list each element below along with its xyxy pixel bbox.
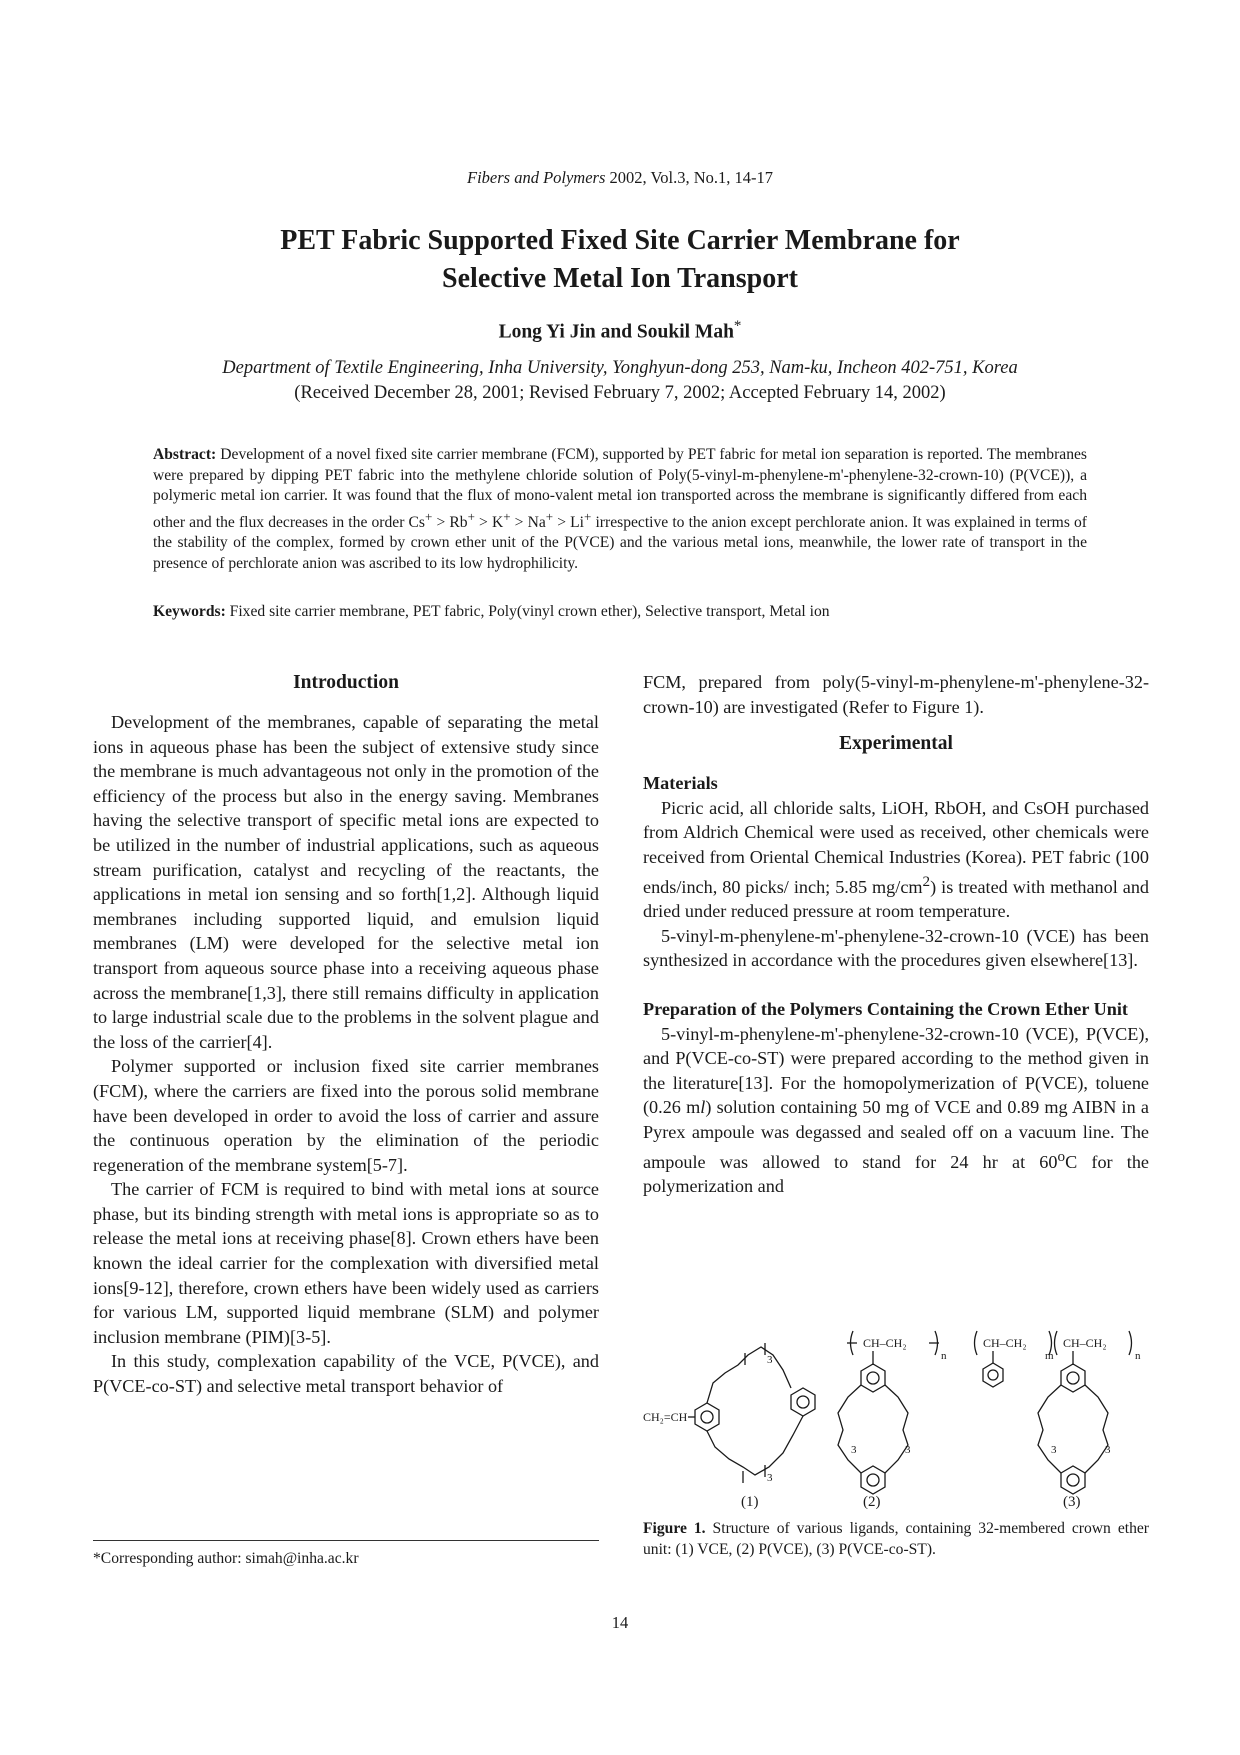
text: ) is treated with methanol and dried under reduced pressure at room temperature. xyxy=(643,876,1150,922)
figure-caption xyxy=(643,1518,1149,1560)
benzene-ring xyxy=(861,1466,885,1494)
aromatic-circle xyxy=(988,1370,998,1380)
abstract-text: > Li xyxy=(553,513,585,531)
paper-title xyxy=(100,222,1140,298)
benzene-ring xyxy=(791,1388,815,1416)
repeat-count: 3 xyxy=(905,1444,911,1456)
section-heading-introduction: Introduction xyxy=(293,672,399,693)
aromatic-circle xyxy=(867,1474,879,1486)
abstract-text: irrespective to the anion except perchlorate anion. It was explained in terms of the stability of the complex, formed by crown ether unit of the P(VCE) and the various metal ions, meanwhile, the lower rate of transport in the presence of perchlorate anion was ascribed to its low hydrophilicity. xyxy=(153,513,1087,572)
italic-unit: l xyxy=(700,1097,706,1118)
benzene-ring xyxy=(695,1403,719,1431)
text: ) solution containing 50 mg of VCE and 0.89 mg AIBN in a Pyrex ampoule was degassed and sealed off on a vacuum line. The ampoule was allowed to stand for 24 hr at 60 xyxy=(643,1097,1149,1172)
benzene-ring xyxy=(1061,1466,1085,1494)
structure-vce xyxy=(643,1343,815,1484)
paragraph: The carrier of FCM is required to bind with metal ions at source phase, but its binding strength with metal ions is appropriate so as to release the metal ions at receiving phase[8]. Crown ethers have been known the ideal carrier for the complexation with diversified metal ions[9-12], therefore, crown ethers have been widely used as carriers for various LM, supported liquid membrane (SLM) and polymer inclusion membrane (PIM)[3-5]. xyxy=(93,1179,599,1347)
aromatic-circle xyxy=(701,1411,713,1423)
paragraph: Development of the membranes, capable of separating the metal ions in aqueous phase has been the subject of extensive study since the membrane is much advantageous not only in the promotion of the efficiency of the process but also in the energy saving. Membranes having the selective transport of specific metal ions are expected to be utilized in the number of industrial applications, such as aqueous stream purification, catalyst and recycling of the reactants, the applications in metal ion sensing and so forth[1,2]. Although liquid membranes including supported liquid, and emulsion liquid membranes (LM) were developed for the selective metal ion transport from aqueous source phase into a receiving aqueous phase across the membrane[1,3], there still remains difficulty in application to large industrial scale due to the problems in the solvent plague and the loss of the carrier[4]. xyxy=(93,712,599,1052)
subheading-preparation: Preparation of the Polymers Containing the Crown Ether Unit xyxy=(643,999,1128,1019)
repeat-n: n xyxy=(1135,1350,1141,1362)
superscript: + xyxy=(545,508,554,524)
paragraph xyxy=(643,796,1149,924)
polymer-backbone: CH–CH₂ xyxy=(983,1336,1027,1350)
authors xyxy=(0,318,1240,344)
text: C for the polymerization and xyxy=(643,1151,1149,1197)
superscript: o xyxy=(1057,1147,1066,1165)
vinyl-label: CH₂=CH xyxy=(643,1410,688,1424)
corresponding-mark: * xyxy=(733,318,742,334)
superscript: 2 xyxy=(922,872,931,890)
superscript: + xyxy=(424,508,433,524)
aromatic-circle xyxy=(1067,1372,1079,1384)
text: Picric acid, all chloride salts, LiOH, RbOH, and CsOH purchased from Aldrich Chemical were used as received, other chemicals were received from Oriental Chemical Industries (Korea). PET fabric (100 ends/inch, 80 picks/ inch; 5.85 mg/cm xyxy=(643,797,1149,897)
repeat-count: 3 xyxy=(767,1472,773,1484)
title-line-1: PET Fabric Supported Fixed Site Carrier Membrane for xyxy=(280,225,960,256)
abstract-label: Abstract: xyxy=(153,446,217,463)
crown-chain-bottom xyxy=(707,1416,803,1475)
repeat-count: 3 xyxy=(1051,1444,1057,1456)
repeat-count: 3 xyxy=(851,1444,857,1456)
paragraph: In this study, complexation capability of the VCE, P(VCE), and P(VCE-co-ST) and selective metal transport behavior of xyxy=(93,1351,599,1397)
journal-header xyxy=(0,168,1240,188)
crown-chain-left xyxy=(1038,1385,1061,1473)
caption-text: Structure of various ligands, containing 32-membered crown ether unit: (1) VCE, (2) P(VCE), (3) P(VCE-co-ST). xyxy=(643,1520,1149,1558)
styrene-ring xyxy=(983,1363,1003,1387)
repeat-m: m xyxy=(1045,1350,1054,1362)
author-names: Long Yi Jin and Soukil Mah xyxy=(498,321,734,343)
bracket-right xyxy=(1129,1331,1132,1355)
abstract-text: > K xyxy=(474,513,504,531)
crown-chain-right xyxy=(885,1385,908,1473)
affiliation: Department of Textile Engineering, Inha University, Yonghyun-dong 253, Nam-ku, Incheon 402-751, Korea xyxy=(222,358,1018,378)
abstract-text: > Na xyxy=(510,513,546,531)
structure-label-1: (1) xyxy=(741,1494,759,1510)
paragraph: 5-vinyl-m-phenylene-m'-phenylene-32-crown-10 (VCE) has been synthesized in accordance with the procedures given elsewhere[13]. xyxy=(643,925,1149,971)
keywords-label: Keywords: xyxy=(153,603,226,620)
abstract-text: > Rb xyxy=(432,513,468,531)
repeat-count: 3 xyxy=(1105,1444,1111,1456)
structure-label-2: (2) xyxy=(863,1494,881,1510)
superscript: + xyxy=(467,508,475,524)
aromatic-circle xyxy=(867,1372,879,1384)
left-column xyxy=(93,670,599,1399)
received-dates: (Received December 28, 2001; Revised February 7, 2002; Accepted February 14, 2002) xyxy=(294,383,946,403)
superscript: + xyxy=(503,508,511,524)
text: 5-vinyl-m-phenylene-m'-phenylene-32-crown-10 (VCE), P(VCE), and P(VCE-co-ST) were prepared according to the method given in the literature[13]. For the homopolymerization of P(VCE), toluene (0.26 m xyxy=(643,1023,1149,1118)
subheading-materials: Materials xyxy=(643,773,718,794)
polymer-backbone: CH–CH₂ xyxy=(863,1336,907,1350)
structure-label-3: (3) xyxy=(1063,1494,1081,1510)
paragraph xyxy=(643,1022,1149,1199)
keywords-text: Fixed site carrier membrane, PET fabric, Poly(vinyl crown ether), Selective transport, Metal ion xyxy=(225,603,830,620)
chemical-structures xyxy=(643,1325,1149,1510)
benzene-ring xyxy=(861,1364,885,1392)
right-column xyxy=(643,670,1149,1199)
structure-pvce xyxy=(838,1331,947,1494)
journal-volume: 2002, Vol.3, No.1, 14-17 xyxy=(605,168,774,187)
keywords xyxy=(153,602,1087,622)
aromatic-circle xyxy=(797,1396,809,1408)
section-heading-experimental: Experimental xyxy=(839,733,953,755)
structure-pvce-co-st xyxy=(975,1331,1142,1494)
bracket-left xyxy=(975,1331,978,1355)
polymer-backbone: CH–CH₂ xyxy=(1063,1336,1107,1350)
title-line-2: Selective Metal Ion Transport xyxy=(442,263,798,294)
superscript: + xyxy=(584,508,592,524)
caption-label: Figure 1. xyxy=(643,1520,706,1537)
figure-1 xyxy=(643,1325,1149,1510)
crown-chain-right xyxy=(1085,1385,1108,1473)
footnote: *Corresponding author: simah@inha.ac.kr xyxy=(93,1550,359,1567)
page-number: 14 xyxy=(611,1613,629,1632)
repeat-n: n xyxy=(941,1350,947,1362)
crown-chain-top xyxy=(707,1347,791,1403)
repeat-count: 3 xyxy=(767,1354,773,1366)
benzene-ring xyxy=(1061,1364,1085,1392)
paragraph: FCM, prepared from poly(5-vinyl-m-phenylene-m'-phenylene-32-crown-10) are investigated (Refer to Figure 1). xyxy=(643,672,1149,717)
paragraph: Polymer supported or inclusion fixed site carrier membranes (FCM), where the carriers are fixed into the porous solid membrane have been developed in order to avoid the loss of carrier and assure the continuous operation by the elimination of the periodic regeneration of the membrane system[5-7]. xyxy=(93,1056,599,1175)
aromatic-circle xyxy=(1067,1474,1079,1486)
abstract-text: Development of a novel fixed site carrier membrane (FCM), supported by PET fabric for metal ion separation is reported. The membranes were prepared by dipping PET fabric into the methylene chloride solution of Poly(5-vinyl-m-phenylene-m'-phenylene-32-crown-10) (P(VCE)), a polymeric metal ion carrier. It was found that the flux of mono-valent metal ion transported across the membrane is significantly differed from each other and the flux decreases in the order Cs xyxy=(153,446,1087,531)
footnote-divider xyxy=(93,1540,599,1541)
journal-name: Fibers and Polymers xyxy=(466,168,606,187)
bracket-left xyxy=(1055,1331,1058,1355)
crown-chain-left xyxy=(838,1385,861,1473)
abstract xyxy=(153,445,1087,574)
